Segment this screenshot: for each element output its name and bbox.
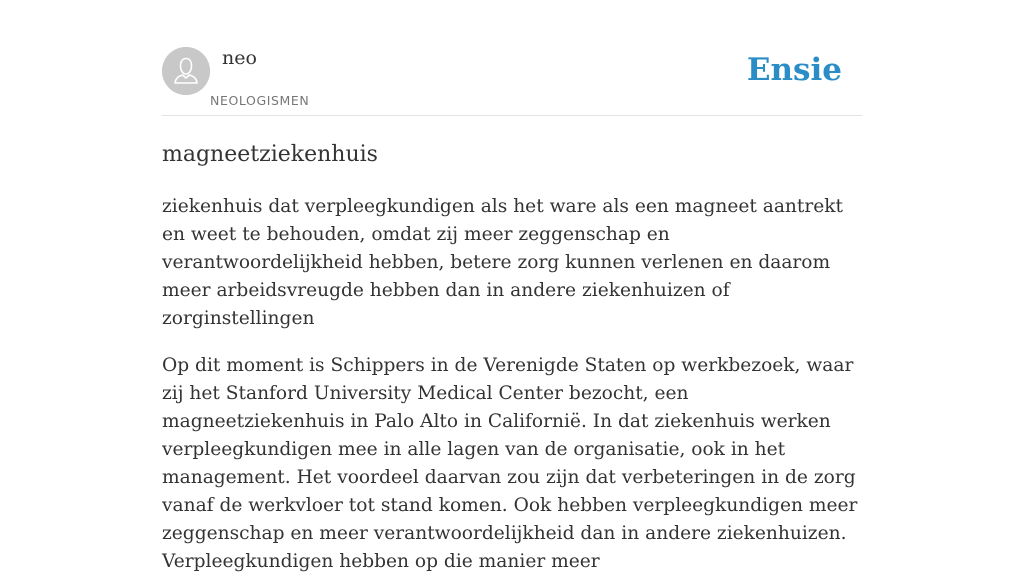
header	[162, 0, 862, 116]
content-container	[162, 0, 862, 576]
username-link[interactable]: neo	[222, 47, 257, 69]
entry-example: Op dit moment is Schippers in de Verenigde Staten op werkbezoek, waar zij het Stanford University Medical Center bezocht, een magneetziekenhuis in Palo Alto in Californië. In dat ziekenhuis werken verpleegkundigen mee in alle lagen van de organisatie, ook in het management. Het voordeel daarvan zou zijn dat verbeteringen in de zorg vanaf de werkvloer tot stand komen. Ook hebben verpleegkundigen meer zeggenschap en meer verantwoordelijkheid dan in andere ziekenhuizen. Verpleegkundigen hebben op die manier meer	[162, 355, 858, 572]
entry-title: magneetziekenhuis	[162, 142, 378, 167]
category-link[interactable]: NEOLOGISMEN	[210, 93, 310, 108]
brand-logo[interactable]: Ensie	[746, 52, 842, 88]
entry-definition: ziekenhuis dat verpleegkundigen als het ware als een magneet aantrekt en weet te behouden, omdat zij meer zeggenschap en verantwoordelijkheid hebben, betere zorg kunnen verlenen en daarom meer arbeidsvreugde hebben dan in andere ziekenhuizen of zorginstellingen	[162, 196, 843, 329]
user-avatar-icon[interactable]	[162, 47, 210, 95]
